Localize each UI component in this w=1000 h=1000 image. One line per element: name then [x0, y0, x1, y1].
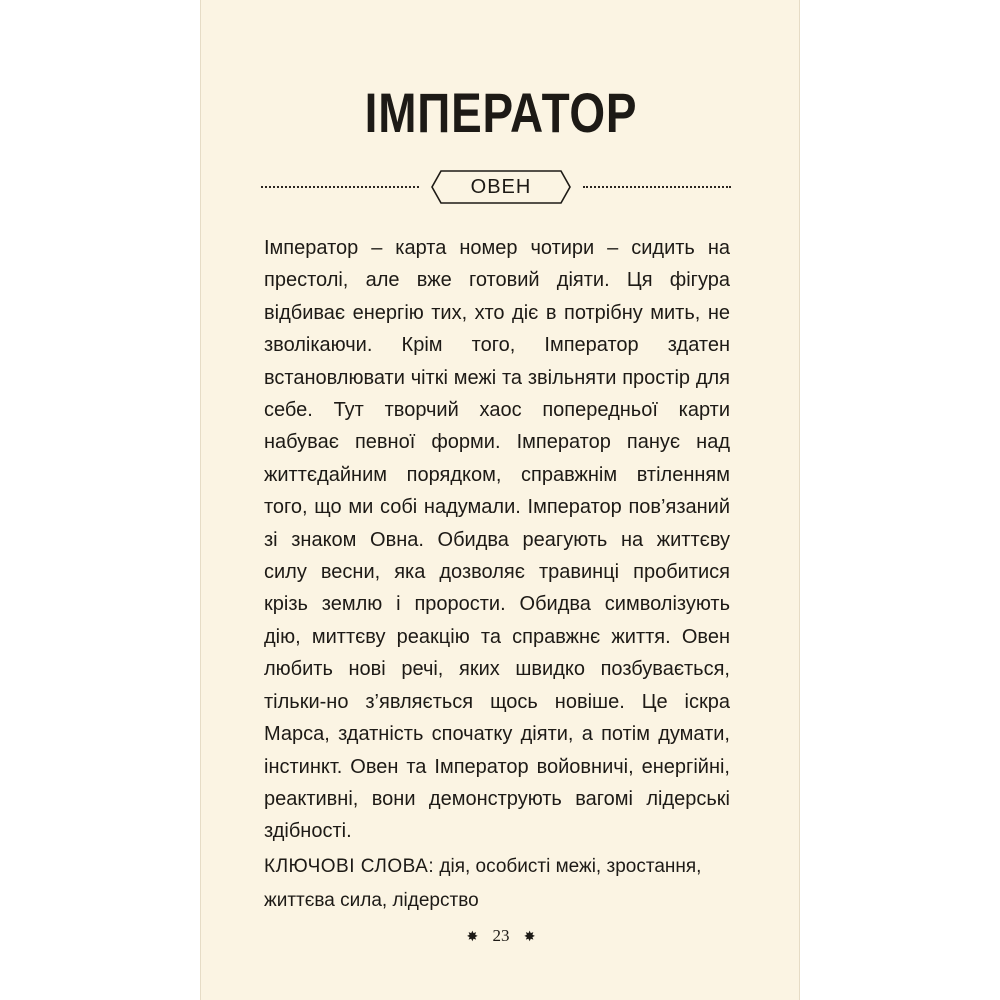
book-page	[200, 0, 800, 1000]
star-ornament-left: ✸	[466, 929, 479, 945]
card-description	[264, 232, 730, 848]
description-paragraph: Імператор – карта номер чотири – сидить на престолі, але вже готовий діяти. Ця фігура відбиває енергію тих, хто діє в потрібну мить, не зволікаючи. Крім того, Імператор здатен встановлювати чіткі межі та звільняти простір для себе. Тут творчий хаос попередньої карти набуває певної форми. Імператор панує над життєдайним порядком, справжнім втіленням того, що ми собі надумали. Імператор пов’язаний зі знаком Овна. Обидва реагують на життєву силу весни, яка дозволяє травинці пробитися крізь землю і прорости. Обидва символізують дію, миттєву реакцію та справжнє життя. Овен любить нові речі, яких швидко позбувається, тільки-но з’являється щось новіше. Це іскра Марса, здатність спочатку діяти, а потім думати, інстинкт. Овен та Імператор войовничі, енергійні, реактивні, вони демонструють вагомі лідерські здібності.	[264, 237, 730, 843]
card-title: ІМПЕРАТОР	[364, 81, 638, 144]
zodiac-sign-label: ОВЕН	[470, 176, 532, 198]
keywords-value: дія, особисті межі, зростання, життєва сила, лідерство	[264, 856, 702, 911]
page-footer	[201, 926, 801, 946]
keywords-section	[264, 850, 744, 918]
dotted-rule-left	[261, 186, 419, 188]
zodiac-sign-banner	[261, 170, 731, 204]
sign-plaque	[431, 170, 571, 204]
keywords-label: КЛЮЧОВІ СЛОВА:	[264, 856, 435, 877]
page-number: 23	[492, 926, 510, 945]
dotted-rule-right	[583, 186, 731, 188]
star-ornament-right: ✸	[523, 929, 536, 945]
